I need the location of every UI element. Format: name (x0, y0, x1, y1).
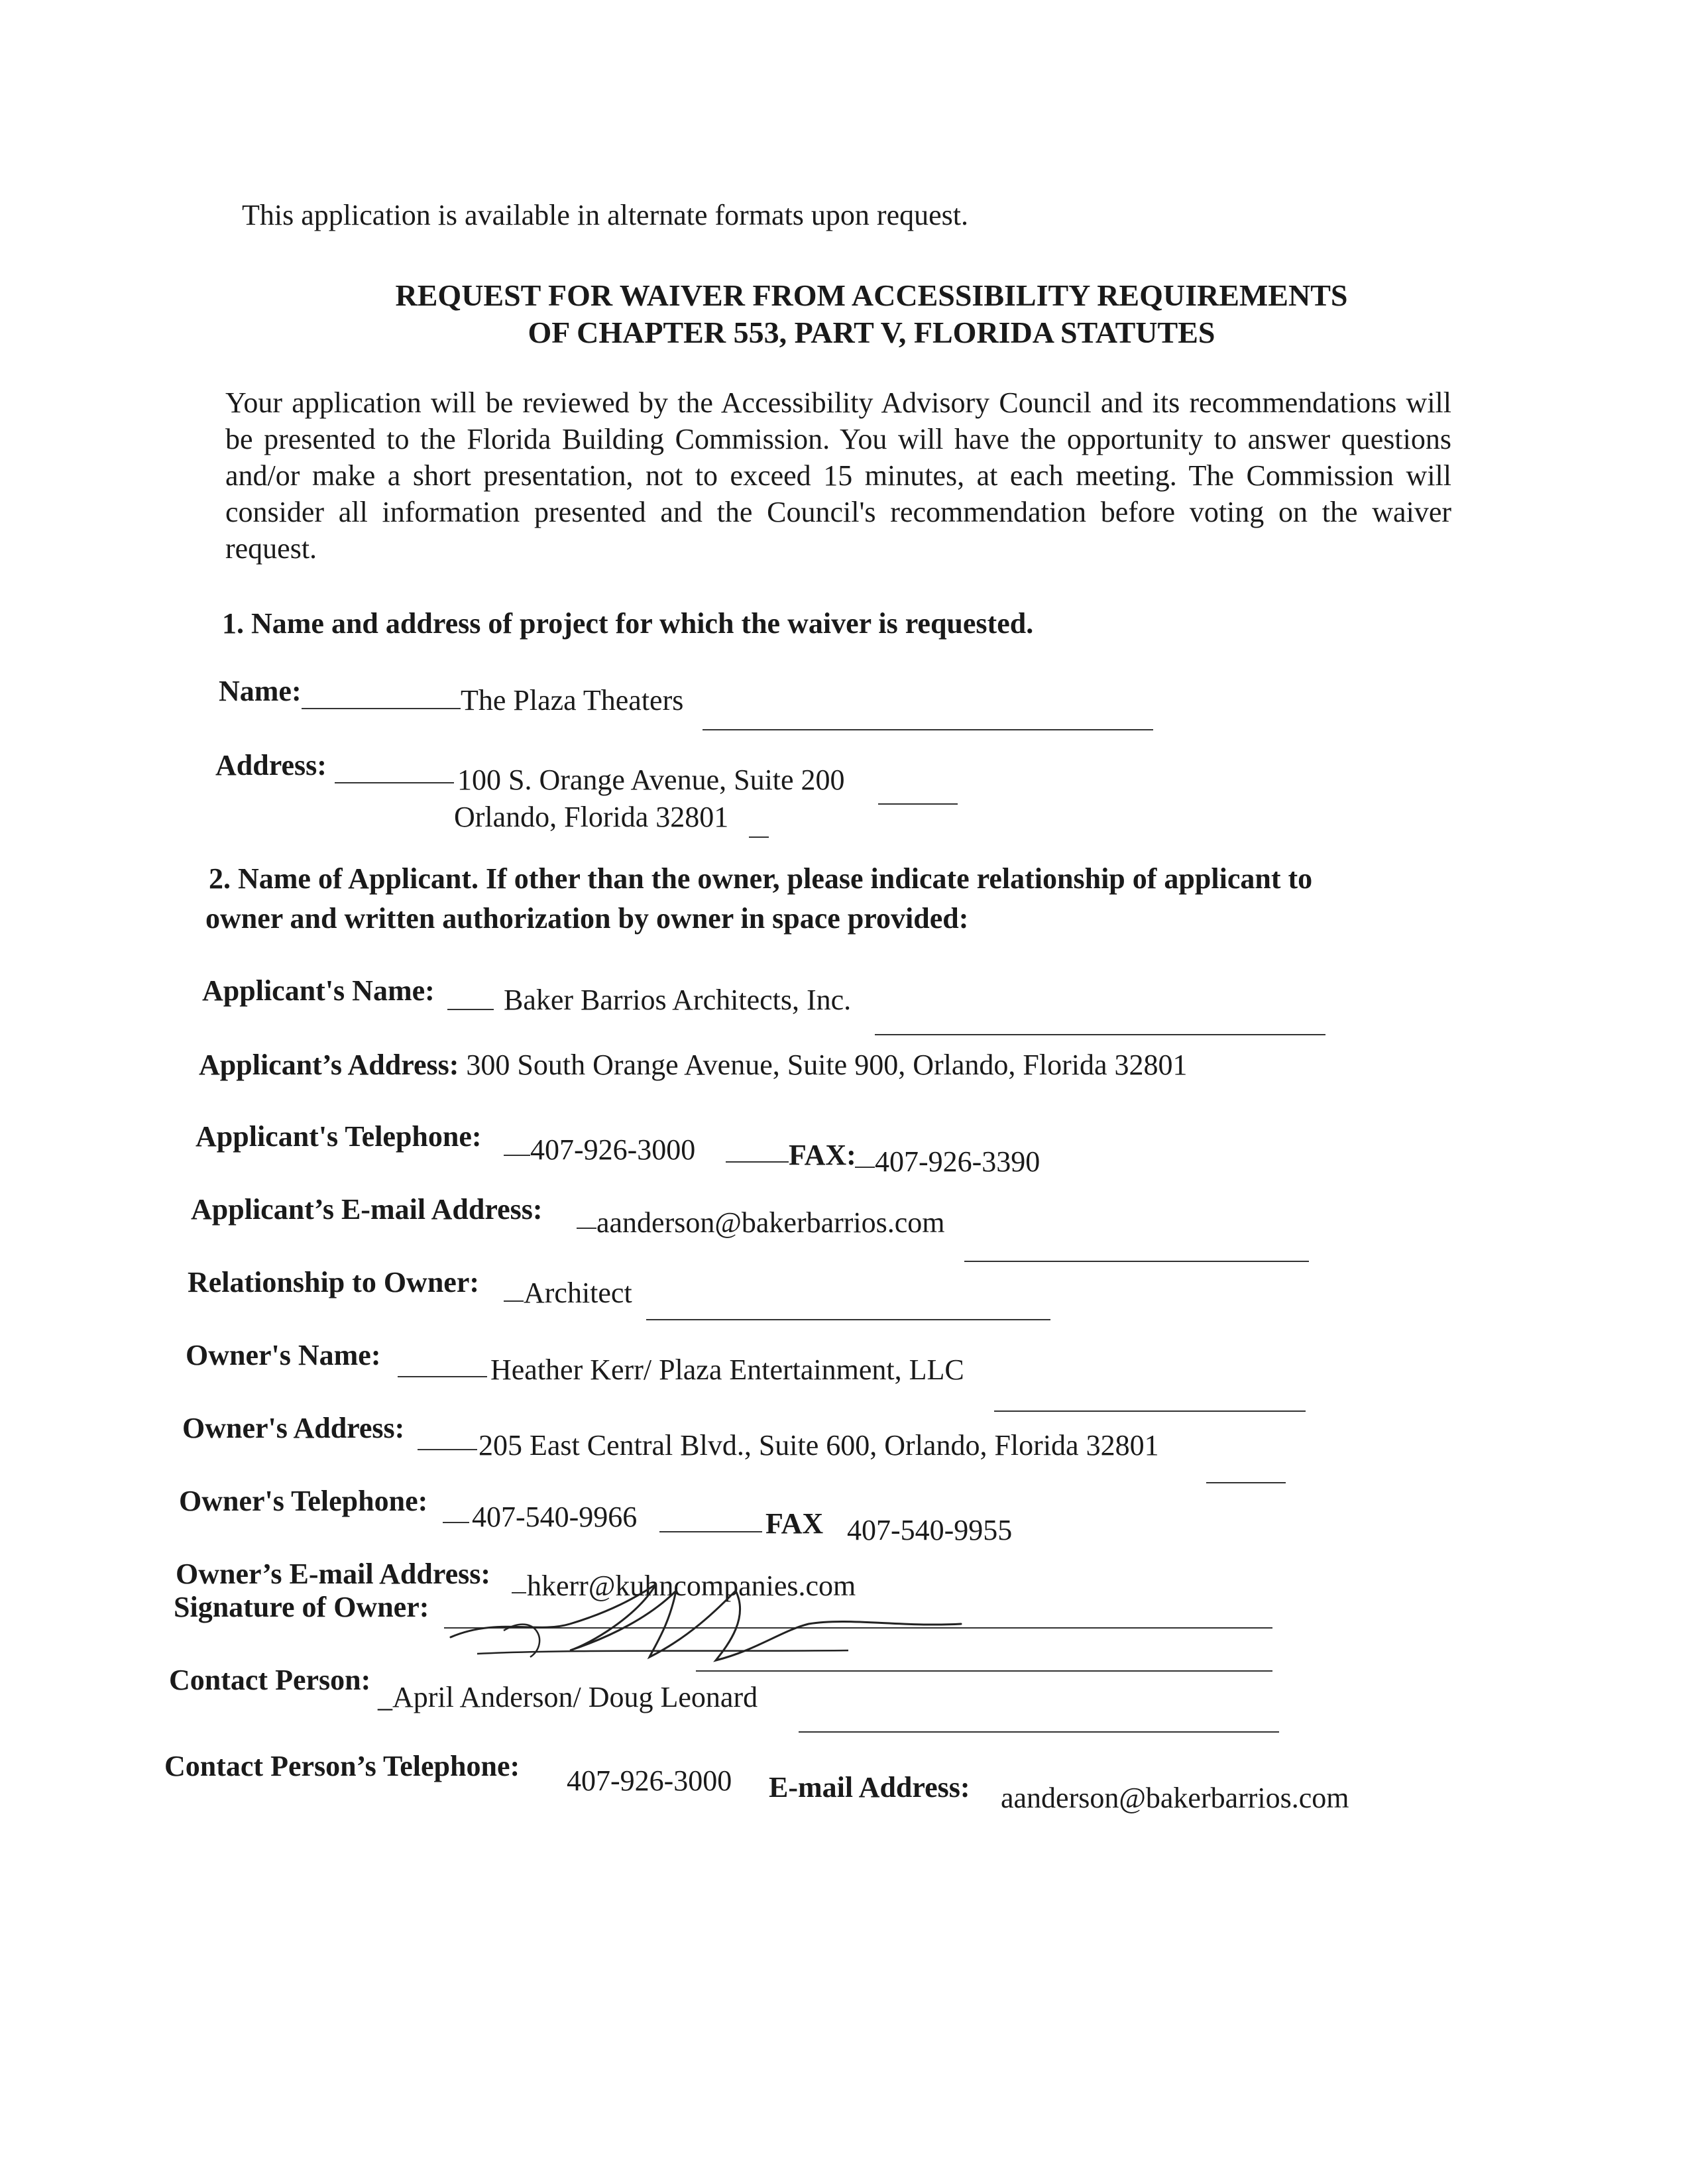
form-title-line-1: REQUEST FOR WAIVER FROM ACCESSIBILITY REQUIREMENTS (395, 278, 1348, 312)
relationship-label: Relationship to Owner: (188, 1266, 479, 1298)
intro-paragraph: Your application will be reviewed by the Accessibility Advisory Council and its recommendations will be presented to the Florida Building Commission. You will have the opportunity to answer questions and/or make a short presentation, not to exceed 15 minutes, at each meeting. The Commission will consider all information presented and the Council's recommendation before voting on the waiver request. (225, 386, 1451, 565)
owner-fax-value[interactable]: 407-540-9955 (847, 1514, 1013, 1546)
applicant-address-label: Applicant’s Address: (199, 1049, 459, 1081)
applicant-fax-label: FAX: (789, 1139, 856, 1171)
owner-name-label: Owner's Name: (186, 1339, 381, 1371)
applicant-name-underline-end (875, 1034, 1325, 1035)
owner-phone-underline (443, 1522, 469, 1523)
applicant-email-underline (577, 1228, 596, 1229)
applicant-phone-underline (504, 1155, 530, 1156)
applicant-name-label: Applicant's Name: (202, 974, 435, 1007)
section-2-heading-line-1: 2. Name of Applicant. If other than the owner, please indicate relationship of applicant to (209, 862, 1313, 895)
contact-phone-value[interactable]: 407-926-3000 (567, 1764, 732, 1797)
contact-person-label: Contact Person: (169, 1664, 371, 1696)
owner-name-value[interactable]: Heather Kerr/ Plaza Entertainment, LLC (490, 1353, 964, 1386)
contact-person-name[interactable]: April Anderson/ Doug Leonard (392, 1681, 758, 1713)
project-name-label: Name: (219, 675, 302, 707)
applicant-fax-value[interactable]: 407-926-3390 (875, 1145, 1041, 1178)
owner-address-label: Owner's Address: (182, 1412, 405, 1444)
owner-address-underline-end (1206, 1482, 1286, 1483)
form-title-line-2: OF CHAPTER 553, PART V, FLORIDA STATUTES (528, 316, 1215, 349)
project-address-line-2[interactable]: Orlando, Florida 32801 (454, 801, 729, 833)
project-name-underline (302, 708, 461, 709)
owner-fax-underline (659, 1531, 762, 1532)
owner-email-value[interactable]: hkerr@kuhncompanies.com (527, 1570, 856, 1602)
signature-underline-2 (696, 1670, 1272, 1672)
owner-address-value[interactable]: 205 East Central Blvd., Suite 600, Orlando, Florida 32801 (479, 1429, 1159, 1462)
applicant-name-value[interactable]: Baker Barrios Architects, Inc. (504, 984, 852, 1016)
contact-phone-row (164, 1750, 520, 1784)
project-name-row (219, 675, 302, 709)
applicant-address-value[interactable]: 300 South Orange Avenue, Suite 900, Orlando, Florida 32801 (466, 1049, 1188, 1081)
relationship-underline (504, 1300, 524, 1302)
contact-person-underline-end (799, 1731, 1279, 1733)
owner-signature-scrawl (437, 1571, 968, 1670)
owner-address-underline (418, 1449, 477, 1450)
alternate-formats-notice: This application is available in alternate formats upon request. (242, 199, 968, 231)
owner-phone-value[interactable]: 407-540-9966 (472, 1501, 638, 1533)
contact-email-label: E-mail Address: (769, 1771, 970, 1804)
project-address-underline-end (878, 803, 958, 805)
contact-email-value[interactable]: aanderson@bakerbarrios.com (1001, 1782, 1349, 1814)
contact-phone-label: Contact Person’s Telephone: (164, 1750, 520, 1782)
project-name-underline-end (703, 729, 1153, 730)
project-address-underline (335, 782, 454, 783)
relationship-underline-end (646, 1319, 1050, 1320)
section-2-heading-line-2: owner and written authorization by owner in space provided: (205, 902, 969, 935)
project-address-label: Address: (215, 749, 327, 781)
owner-name-underline (398, 1376, 487, 1377)
contact-person-value[interactable] (378, 1681, 758, 1715)
applicant-phone-value[interactable]: 407-926-3000 (530, 1133, 696, 1166)
applicant-fax-underline (726, 1161, 789, 1163)
applicant-email-underline-end (964, 1261, 1309, 1262)
owner-email-label: Owner’s E-mail Address: (176, 1558, 491, 1590)
relationship-value[interactable]: Architect (524, 1277, 632, 1309)
signature-label: Signature of Owner: (174, 1591, 429, 1623)
project-name-value[interactable]: The Plaza Theaters (461, 684, 684, 717)
contact-person-prefix: _ (378, 1681, 392, 1713)
project-address-line-1[interactable]: 100 S. Orange Avenue, Suite 200 (457, 764, 845, 796)
project-address-line2-underline (749, 836, 769, 838)
owner-phone-label: Owner's Telephone: (179, 1485, 428, 1517)
applicant-name-underline (447, 1009, 494, 1010)
section-1-heading: 1. Name and address of project for which the waiver is requested. (222, 607, 1034, 640)
applicant-fax-underline-2 (855, 1167, 875, 1168)
owner-name-underline-end (994, 1410, 1306, 1412)
applicant-phone-label: Applicant's Telephone: (196, 1120, 482, 1153)
owner-fax-label: FAX (765, 1507, 824, 1540)
applicant-email-value[interactable]: aanderson@bakerbarrios.com (596, 1206, 945, 1239)
applicant-address-row (199, 1049, 1187, 1082)
applicant-email-label: Applicant’s E-mail Address: (191, 1193, 543, 1226)
